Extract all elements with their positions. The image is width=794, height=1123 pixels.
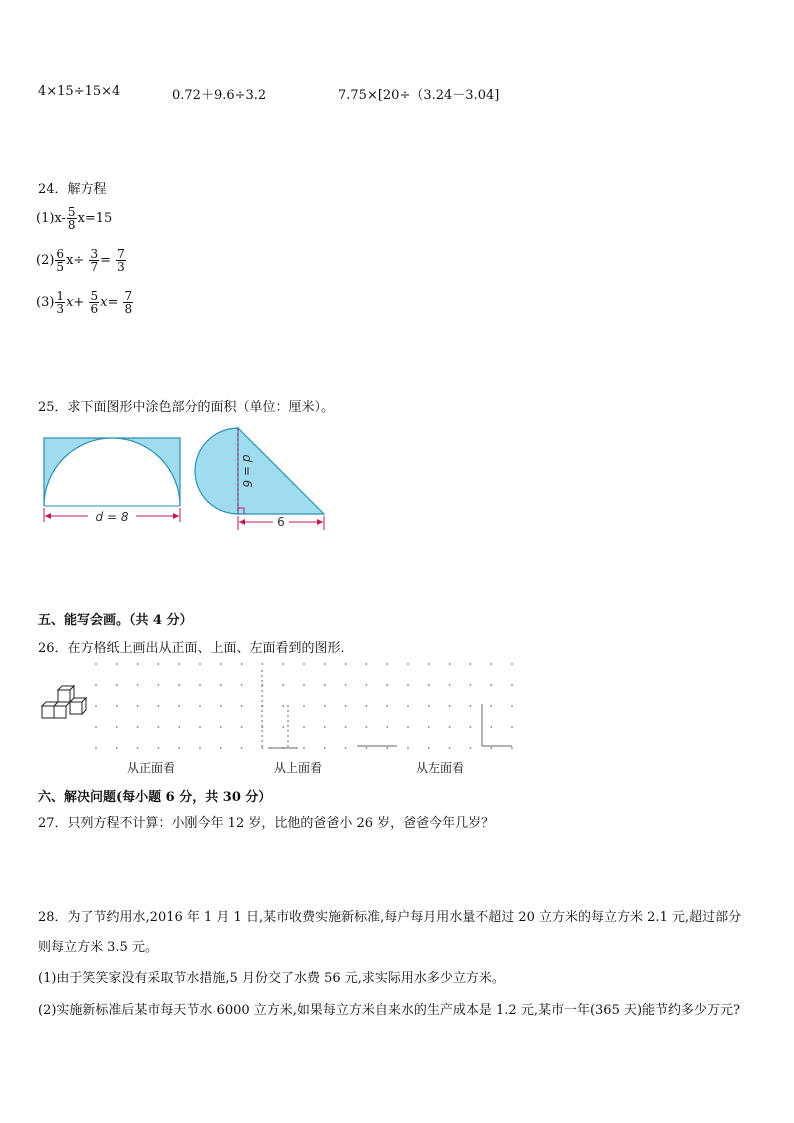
grid-dot xyxy=(366,663,368,665)
grid-dot xyxy=(490,747,492,749)
grid-dot xyxy=(324,684,326,686)
grid-dot xyxy=(470,705,472,707)
grid-dot xyxy=(366,726,368,728)
grid-dot xyxy=(490,705,492,707)
grid-dot xyxy=(241,726,243,728)
eq2-frac1-den: 5 xyxy=(56,260,65,274)
section5-title: 五、能写会画。（共 4 分） xyxy=(38,613,193,628)
grid-dot xyxy=(220,705,222,707)
grid-dot xyxy=(366,705,368,707)
grid-dot xyxy=(511,684,513,686)
eq3-x2: x xyxy=(100,295,108,310)
grid-dot xyxy=(303,663,305,665)
q27-text: 27．只列方程不计算：小刚今年 12 岁，比他的爸爸小 26 岁，爸爸今年几岁？ xyxy=(38,816,495,831)
dim2-arrow-left xyxy=(239,519,245,525)
eq2-fraction-3 xyxy=(116,248,126,273)
grid-dot xyxy=(407,747,409,749)
grid-dot xyxy=(158,684,160,686)
eq2-frac3-num: 7 xyxy=(117,247,125,261)
grid-dot xyxy=(158,747,160,749)
grid-dot xyxy=(137,663,139,665)
eq1-frac-den: 8 xyxy=(67,218,76,232)
grid-dot xyxy=(178,663,180,665)
grid-dot xyxy=(428,663,430,665)
grid-dot xyxy=(428,684,430,686)
grid-dot xyxy=(220,747,222,749)
grid-dot xyxy=(324,663,326,665)
grid-dot xyxy=(95,726,97,728)
grid-dot xyxy=(220,684,222,686)
eq3-fraction-1 xyxy=(55,290,65,315)
grid-dot xyxy=(511,726,513,728)
eq2-frac2-den: 7 xyxy=(90,260,99,274)
grid-dot xyxy=(199,705,201,707)
calc-expression-2: 0.72＋9.6÷3.2 xyxy=(172,88,267,103)
grid-dot xyxy=(282,684,284,686)
grid-dot xyxy=(220,726,222,728)
grid-dot xyxy=(366,747,368,749)
eq2-mid: x÷ xyxy=(66,253,85,268)
grid-dot xyxy=(95,705,97,707)
grid-dot xyxy=(490,684,492,686)
q24-equation-1 xyxy=(36,206,112,231)
section6-title: 六、解决问题(每小题 6 分，共 30 分） xyxy=(38,790,272,805)
grid-dot xyxy=(303,726,305,728)
grid-dot xyxy=(490,663,492,665)
grid-dot xyxy=(137,726,139,728)
grid-dot xyxy=(511,705,513,707)
q28-part-2: (2)实施新标准后某市每天节水 6000 立方米,如果每立方米自来水的生产成本是 1.2 元,某市一年(365 天)能节约多少万元? xyxy=(38,1003,741,1018)
eq3-frac1-den: 3 xyxy=(56,302,65,316)
grid-dot xyxy=(449,663,451,665)
eq3-x1: x xyxy=(66,295,74,310)
q26-text: 26．在方格纸上画出从正面、上面、左面看到的图形． xyxy=(38,641,354,656)
eq3-frac2-num: 5 xyxy=(90,289,99,303)
grid-dot xyxy=(303,705,305,707)
grid-dot xyxy=(116,663,118,665)
grid-dot xyxy=(386,726,388,728)
grid-dot xyxy=(345,684,347,686)
grid-dot xyxy=(199,726,201,728)
q28-part-1: (1)由于笑笑家没有采取节水措施,5 月份交了水费 56 元,求实际用水多少立方米。 xyxy=(38,971,505,986)
grid-dot xyxy=(137,684,139,686)
grid-dot xyxy=(470,726,472,728)
view-label-top: 从上面看 xyxy=(274,761,323,775)
eq3-fraction-3 xyxy=(123,290,133,315)
grid-dot xyxy=(407,705,409,707)
q28-line-1: 28．为了节约用水,2016 年 1 月 1 日,某市收费实施新标准,每户每月用水量不超过 20 立方米的每立方米 2.1 元,超过部分 xyxy=(38,910,742,925)
grid-dot xyxy=(407,663,409,665)
grid-dot xyxy=(241,684,243,686)
grid-dot xyxy=(282,663,284,665)
view-label-left: 从左面看 xyxy=(416,761,465,775)
figure2-diameter-label: d = 6 xyxy=(240,454,254,488)
grid-dot xyxy=(178,705,180,707)
grid-dot xyxy=(95,684,97,686)
figure2-base-label: 6 xyxy=(277,515,285,529)
eq1-fraction xyxy=(67,206,77,231)
grid-dot xyxy=(116,705,118,707)
grid-dot xyxy=(470,684,472,686)
grid-dot xyxy=(428,747,430,749)
eq2-frac1-num: 6 xyxy=(56,247,65,261)
dot-grid-paper xyxy=(92,660,528,752)
grid-dot xyxy=(303,684,305,686)
eq2-equals: = xyxy=(100,253,111,268)
eq2-fraction-1 xyxy=(55,248,65,273)
figure-rectangle-semicircle xyxy=(44,438,180,524)
eq3-equals: = xyxy=(107,295,119,310)
grid-dot xyxy=(282,726,284,728)
q25-title: 25．求下面图形中涂色部分的面积（单位：厘米）。 xyxy=(38,400,335,415)
eq1-prefix: (1)x- xyxy=(36,211,66,226)
grid-dot xyxy=(386,747,388,749)
grid-dot xyxy=(407,684,409,686)
grid-dot xyxy=(470,747,472,749)
eq1-frac-num: 5 xyxy=(67,205,76,219)
grid-dot xyxy=(199,684,201,686)
calc-expression-3: 7.75×[20÷（3.24－3.04] xyxy=(338,88,500,103)
grid-dot xyxy=(345,663,347,665)
grid-dot xyxy=(345,726,347,728)
grid-dot xyxy=(178,726,180,728)
grid-dot xyxy=(324,726,326,728)
grid-dot xyxy=(158,726,160,728)
shaded-region xyxy=(44,438,180,506)
eq3-frac2-den: 6 xyxy=(90,302,99,316)
grid-dot xyxy=(511,747,513,749)
eq2-prefix: (2) xyxy=(36,253,55,268)
grid-dot xyxy=(262,663,264,665)
grid-dot xyxy=(158,663,160,665)
q25-figures xyxy=(36,424,336,536)
figure1-diameter-label: d = 8 xyxy=(95,510,129,524)
grid-dot xyxy=(511,663,513,665)
grid-dot xyxy=(449,747,451,749)
grid-dot xyxy=(386,705,388,707)
eq1-suffix: x=15 xyxy=(77,211,113,226)
grid-dot xyxy=(345,705,347,707)
grid-dot xyxy=(158,705,160,707)
grid-dot xyxy=(449,684,451,686)
figure-semicircle-triangle xyxy=(195,428,324,530)
grid-dot xyxy=(199,663,201,665)
dim2-arrow-right xyxy=(317,519,323,525)
cube-stack-drawing xyxy=(40,684,96,724)
dim-arrow-right xyxy=(173,513,179,519)
view-label-front: 从正面看 xyxy=(127,761,176,775)
grid-dot xyxy=(262,747,264,749)
eq3-plus: + xyxy=(73,295,85,310)
grid-dot xyxy=(449,726,451,728)
grid-dot xyxy=(241,663,243,665)
eq3-frac3-den: 8 xyxy=(124,302,133,316)
grid-dot xyxy=(490,726,492,728)
grid-dot xyxy=(178,684,180,686)
grid-dot xyxy=(95,663,97,665)
grid-dot xyxy=(137,747,139,749)
eq3-frac3-num: 7 xyxy=(124,289,133,303)
q24-equation-2 xyxy=(36,248,127,273)
grid-dot xyxy=(407,726,409,728)
grid-dot xyxy=(386,684,388,686)
grid-dot xyxy=(324,705,326,707)
grid-dot xyxy=(241,705,243,707)
grid-dot xyxy=(95,747,97,749)
grid-dot xyxy=(282,705,284,707)
grid-dot xyxy=(303,747,305,749)
eq3-prefix: (3) xyxy=(36,295,55,310)
grid-dot xyxy=(428,726,430,728)
eq2-fraction-2 xyxy=(89,248,99,273)
grid-dot xyxy=(199,747,201,749)
grid-dot xyxy=(428,705,430,707)
dim-arrow-left xyxy=(45,513,51,519)
q24-equation-3 xyxy=(36,290,134,315)
grid-dot xyxy=(386,663,388,665)
q28-line-2: 则每立方米 3.5 元。 xyxy=(38,940,158,955)
grid-dot xyxy=(324,747,326,749)
grid-dot xyxy=(345,747,347,749)
eq2-frac2-num: 3 xyxy=(90,247,99,261)
grid-dot xyxy=(366,684,368,686)
eq2-frac3-den: 3 xyxy=(117,260,125,274)
grid-dot xyxy=(116,747,118,749)
grid-dot xyxy=(220,663,222,665)
grid-dot xyxy=(449,705,451,707)
q24-title: 24．解方程 xyxy=(38,182,107,197)
shaded-semicircle xyxy=(195,428,238,514)
grid-dot xyxy=(116,684,118,686)
grid-dot xyxy=(178,747,180,749)
calc-expression-1: 4×15÷15×4 xyxy=(38,84,121,99)
eq3-frac1-num: 1 xyxy=(56,289,65,303)
grid-dot xyxy=(137,705,139,707)
grid-dot xyxy=(116,726,118,728)
grid-dot xyxy=(241,747,243,749)
eq3-fraction-2 xyxy=(89,290,99,315)
grid-dot xyxy=(470,663,472,665)
